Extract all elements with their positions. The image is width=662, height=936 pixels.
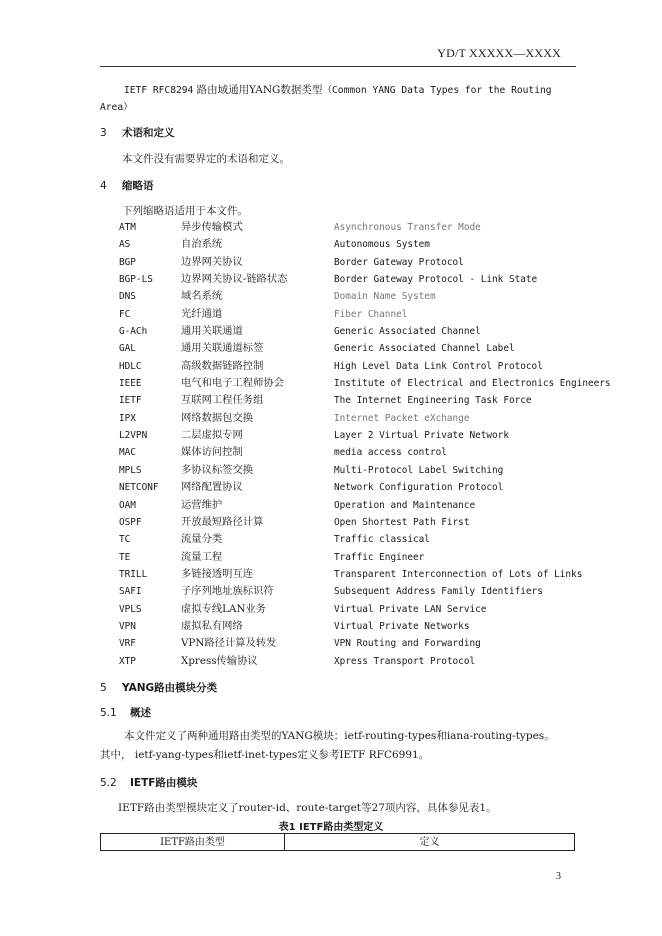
abbreviation-code: OAM <box>119 499 136 511</box>
reference-title: 路由域通用YANG数据类型 <box>196 84 323 96</box>
section-title: IETF路由模块 <box>130 777 198 789</box>
table-caption: 表1 IETF路由类型定义 <box>278 822 384 833</box>
table-1-header <box>100 833 575 851</box>
abbreviation-code: L2VPN <box>119 430 148 442</box>
abbreviation-english: Multi-Protocol Label Switching <box>334 464 504 476</box>
abbreviation-chinese: 域名系统 <box>181 290 223 303</box>
abbreviation-row <box>119 601 639 618</box>
abbreviation-english: Fiber Channel <box>334 308 408 320</box>
section-4-heading <box>100 178 154 193</box>
abbreviation-list <box>119 219 639 670</box>
abbreviation-chinese: 开放最短路径计算 <box>181 515 264 528</box>
abbreviation-row <box>119 653 639 670</box>
abbreviation-code: AS <box>119 239 131 251</box>
abbreviation-row <box>119 566 639 583</box>
abbreviation-row <box>119 375 639 392</box>
abbreviation-row <box>119 340 639 357</box>
abbreviation-chinese: Xpress传输协议 <box>181 654 258 667</box>
abbreviation-english: VPN Routing and Forwarding <box>334 638 481 650</box>
abbreviation-english: Open Shortest Path First <box>334 516 470 528</box>
abbreviation-code: FC <box>119 308 131 320</box>
abbreviation-chinese: 通用关联通道标签 <box>181 342 264 355</box>
abbreviation-row <box>119 323 639 340</box>
abbreviation-code: TE <box>119 551 131 563</box>
abbreviation-row <box>119 271 639 288</box>
abbreviation-row <box>119 635 639 652</box>
abbreviation-row <box>119 288 639 305</box>
abbreviation-english: Asynchronous Transfer Mode <box>334 222 481 233</box>
section-number: 5.2 <box>100 777 117 789</box>
abbreviation-code: OSPF <box>119 516 142 528</box>
abbreviation-chinese: 电气和电子工程师协会 <box>181 377 284 390</box>
abbreviation-row <box>119 549 639 566</box>
abbreviation-code: IEEE <box>119 378 142 390</box>
section-number: 3 <box>100 127 107 139</box>
section-number: 5.1 <box>100 707 117 719</box>
abbreviation-english: High Level Data Link Control Protocol <box>334 360 543 372</box>
section-title: 术语和定义 <box>122 127 175 139</box>
abbreviation-code: IPX <box>119 412 136 424</box>
abbreviation-code: MPLS <box>119 464 142 476</box>
abbreviation-english: Traffic Engineer <box>334 551 425 563</box>
abbreviation-code: VRF <box>119 638 136 650</box>
abbreviation-row <box>119 392 639 409</box>
abbreviation-chinese: 高级数据链路控制 <box>181 359 264 372</box>
abbreviation-english: Border Gateway Protocol - Link State <box>334 274 538 286</box>
abbreviation-english: Border Gateway Protocol <box>334 256 464 268</box>
abbreviation-code: BGP <box>119 256 136 268</box>
abbreviation-row <box>119 219 639 236</box>
abbreviation-english: Operation and Maintenance <box>334 499 476 511</box>
abbreviation-code: VPLS <box>119 603 142 615</box>
abbreviation-english: Subsequent Address Family Identifiers <box>334 586 543 598</box>
abbreviation-english: Internet Packet eXchange <box>334 412 470 424</box>
section-5-2-heading <box>100 775 197 790</box>
section-5-2-body: IETF路由类型模块定义了router-id、route-target等27项内容，具体参见表1。 <box>118 802 497 814</box>
abbreviation-chinese: 虚拟专线LAN业务 <box>181 602 267 615</box>
abbreviation-chinese: 通用关联通道 <box>181 325 243 338</box>
abbreviation-code: TRILL <box>119 568 148 580</box>
section-title: YANG路由模块分类 <box>122 682 218 694</box>
section-number: 4 <box>100 180 107 192</box>
abbreviation-row <box>119 444 639 461</box>
reference-entry <box>100 82 570 116</box>
abbreviation-chinese: 多链接透明互连 <box>181 567 254 580</box>
abbreviation-row <box>119 618 639 635</box>
abbreviation-english: Layer 2 Virtual Private Network <box>334 430 509 442</box>
abbreviation-code: XTP <box>119 655 136 667</box>
reference-english-title: （Common YANG Data Types for the Routing Area） <box>100 85 552 113</box>
abbreviation-chinese: 运营维护 <box>181 498 223 511</box>
abbreviation-row <box>119 427 639 444</box>
abbreviation-chinese: 子序列地址族标识符 <box>181 585 274 598</box>
section-5-1-heading <box>100 705 151 720</box>
abbreviation-english: Virtual Private LAN Service <box>334 603 487 615</box>
abbreviation-chinese: 边界网关协议 <box>181 255 243 268</box>
abbreviation-chinese: 异步传输模式 <box>181 221 243 233</box>
section-title: 概述 <box>130 707 151 719</box>
section-3-body: 本文件没有需要界定的术语和定义。 <box>122 153 290 165</box>
abbreviation-english: Generic Associated Channel Label <box>334 343 515 355</box>
abbreviation-row <box>119 254 639 271</box>
abbreviation-chinese: 媒体访问控制 <box>181 446 243 459</box>
abbreviation-english: Traffic classical <box>334 534 430 546</box>
abbreviation-row <box>119 410 639 427</box>
section-5-heading <box>100 680 217 695</box>
abbreviation-chinese: 流量工程 <box>181 550 223 563</box>
abbreviation-code: TC <box>119 534 131 546</box>
abbreviation-english: media access control <box>334 447 447 459</box>
abbreviation-english: Xpress Transport Protocol <box>334 655 476 667</box>
abbreviation-row <box>119 306 639 323</box>
abbreviation-code: GAL <box>119 343 136 355</box>
abbreviation-chinese: 自治系统 <box>181 238 223 251</box>
abbreviation-english: Virtual Private Networks <box>334 620 470 632</box>
abbreviation-chinese: VPN路径计算及转发 <box>181 637 277 650</box>
abbreviation-chinese: 网络配置协议 <box>181 481 243 494</box>
abbreviation-english: Domain Name System <box>334 291 436 303</box>
abbreviation-chinese: 多协议标签交换 <box>181 463 254 476</box>
abbreviation-row <box>119 236 639 253</box>
abbreviation-english: Autonomous System <box>334 239 430 251</box>
abbreviation-code: HDLC <box>119 360 142 372</box>
abbreviation-code: ATM <box>119 222 136 233</box>
abbreviation-english: The Internet Engineering Task Force <box>334 395 532 407</box>
abbreviation-row <box>119 479 639 496</box>
section-number: 5 <box>100 682 107 694</box>
abbreviation-code: VPN <box>119 620 136 632</box>
abbreviation-english: Network Configuration Protocol <box>334 482 504 494</box>
page-number: 3 <box>556 871 561 882</box>
abbreviation-row <box>119 514 639 531</box>
abbreviation-row <box>119 358 639 375</box>
abbreviation-row <box>119 531 639 548</box>
abbreviation-chinese: 流量分类 <box>181 533 223 546</box>
abbreviation-chinese: 虚拟私有网络 <box>181 619 243 632</box>
abbreviation-english: Generic Associated Channel <box>334 326 481 338</box>
document-id: YD/T XXXXX—XXXX <box>437 46 561 60</box>
abbreviation-code: BGP-LS <box>119 274 153 286</box>
abbreviation-code: IETF <box>119 395 142 407</box>
reference-code: IETF RFC8294 <box>124 85 194 96</box>
abbreviation-chinese: 二层虚拟专网 <box>181 429 243 442</box>
section-3-heading <box>100 125 175 140</box>
table-header-cell: 定义 <box>419 837 440 848</box>
abbreviation-chinese: 互联网工程任务组 <box>181 394 264 407</box>
abbreviation-chinese: 网络数据包交换 <box>181 411 254 424</box>
abbreviation-code: NETCONF <box>119 482 159 494</box>
abbreviation-chinese: 光纤通道 <box>181 307 223 320</box>
abbreviation-row <box>119 583 639 600</box>
abbreviation-code: MAC <box>119 447 136 459</box>
section-4-intro: 下列缩略语适用于本文件。 <box>122 205 248 217</box>
abbreviation-row <box>119 497 639 514</box>
header-divider <box>100 66 576 67</box>
abbreviation-english: Institute of Electrical and Electronics Engineers <box>334 378 611 390</box>
abbreviation-code: DNS <box>119 291 136 303</box>
abbreviation-code: G-ACh <box>119 326 148 338</box>
section-5-1-body: 本文件定义了两种通用路由类型的YANG模块：ietf-routing-types和iana-routing-types。其中， ietf-yang-types和ietf-inet-types定义参考IETF RFC6991。 <box>100 730 555 761</box>
abbreviation-chinese: 边界网关协议-链路状态 <box>181 273 288 286</box>
table-header-cell: IETF路由类型 <box>101 834 285 850</box>
abbreviation-english: Transparent Interconnection of Lots of Links <box>334 568 583 580</box>
abbreviation-row <box>119 462 639 479</box>
section-title: 缩略语 <box>122 180 154 192</box>
abbreviation-code: SAFI <box>119 586 142 598</box>
